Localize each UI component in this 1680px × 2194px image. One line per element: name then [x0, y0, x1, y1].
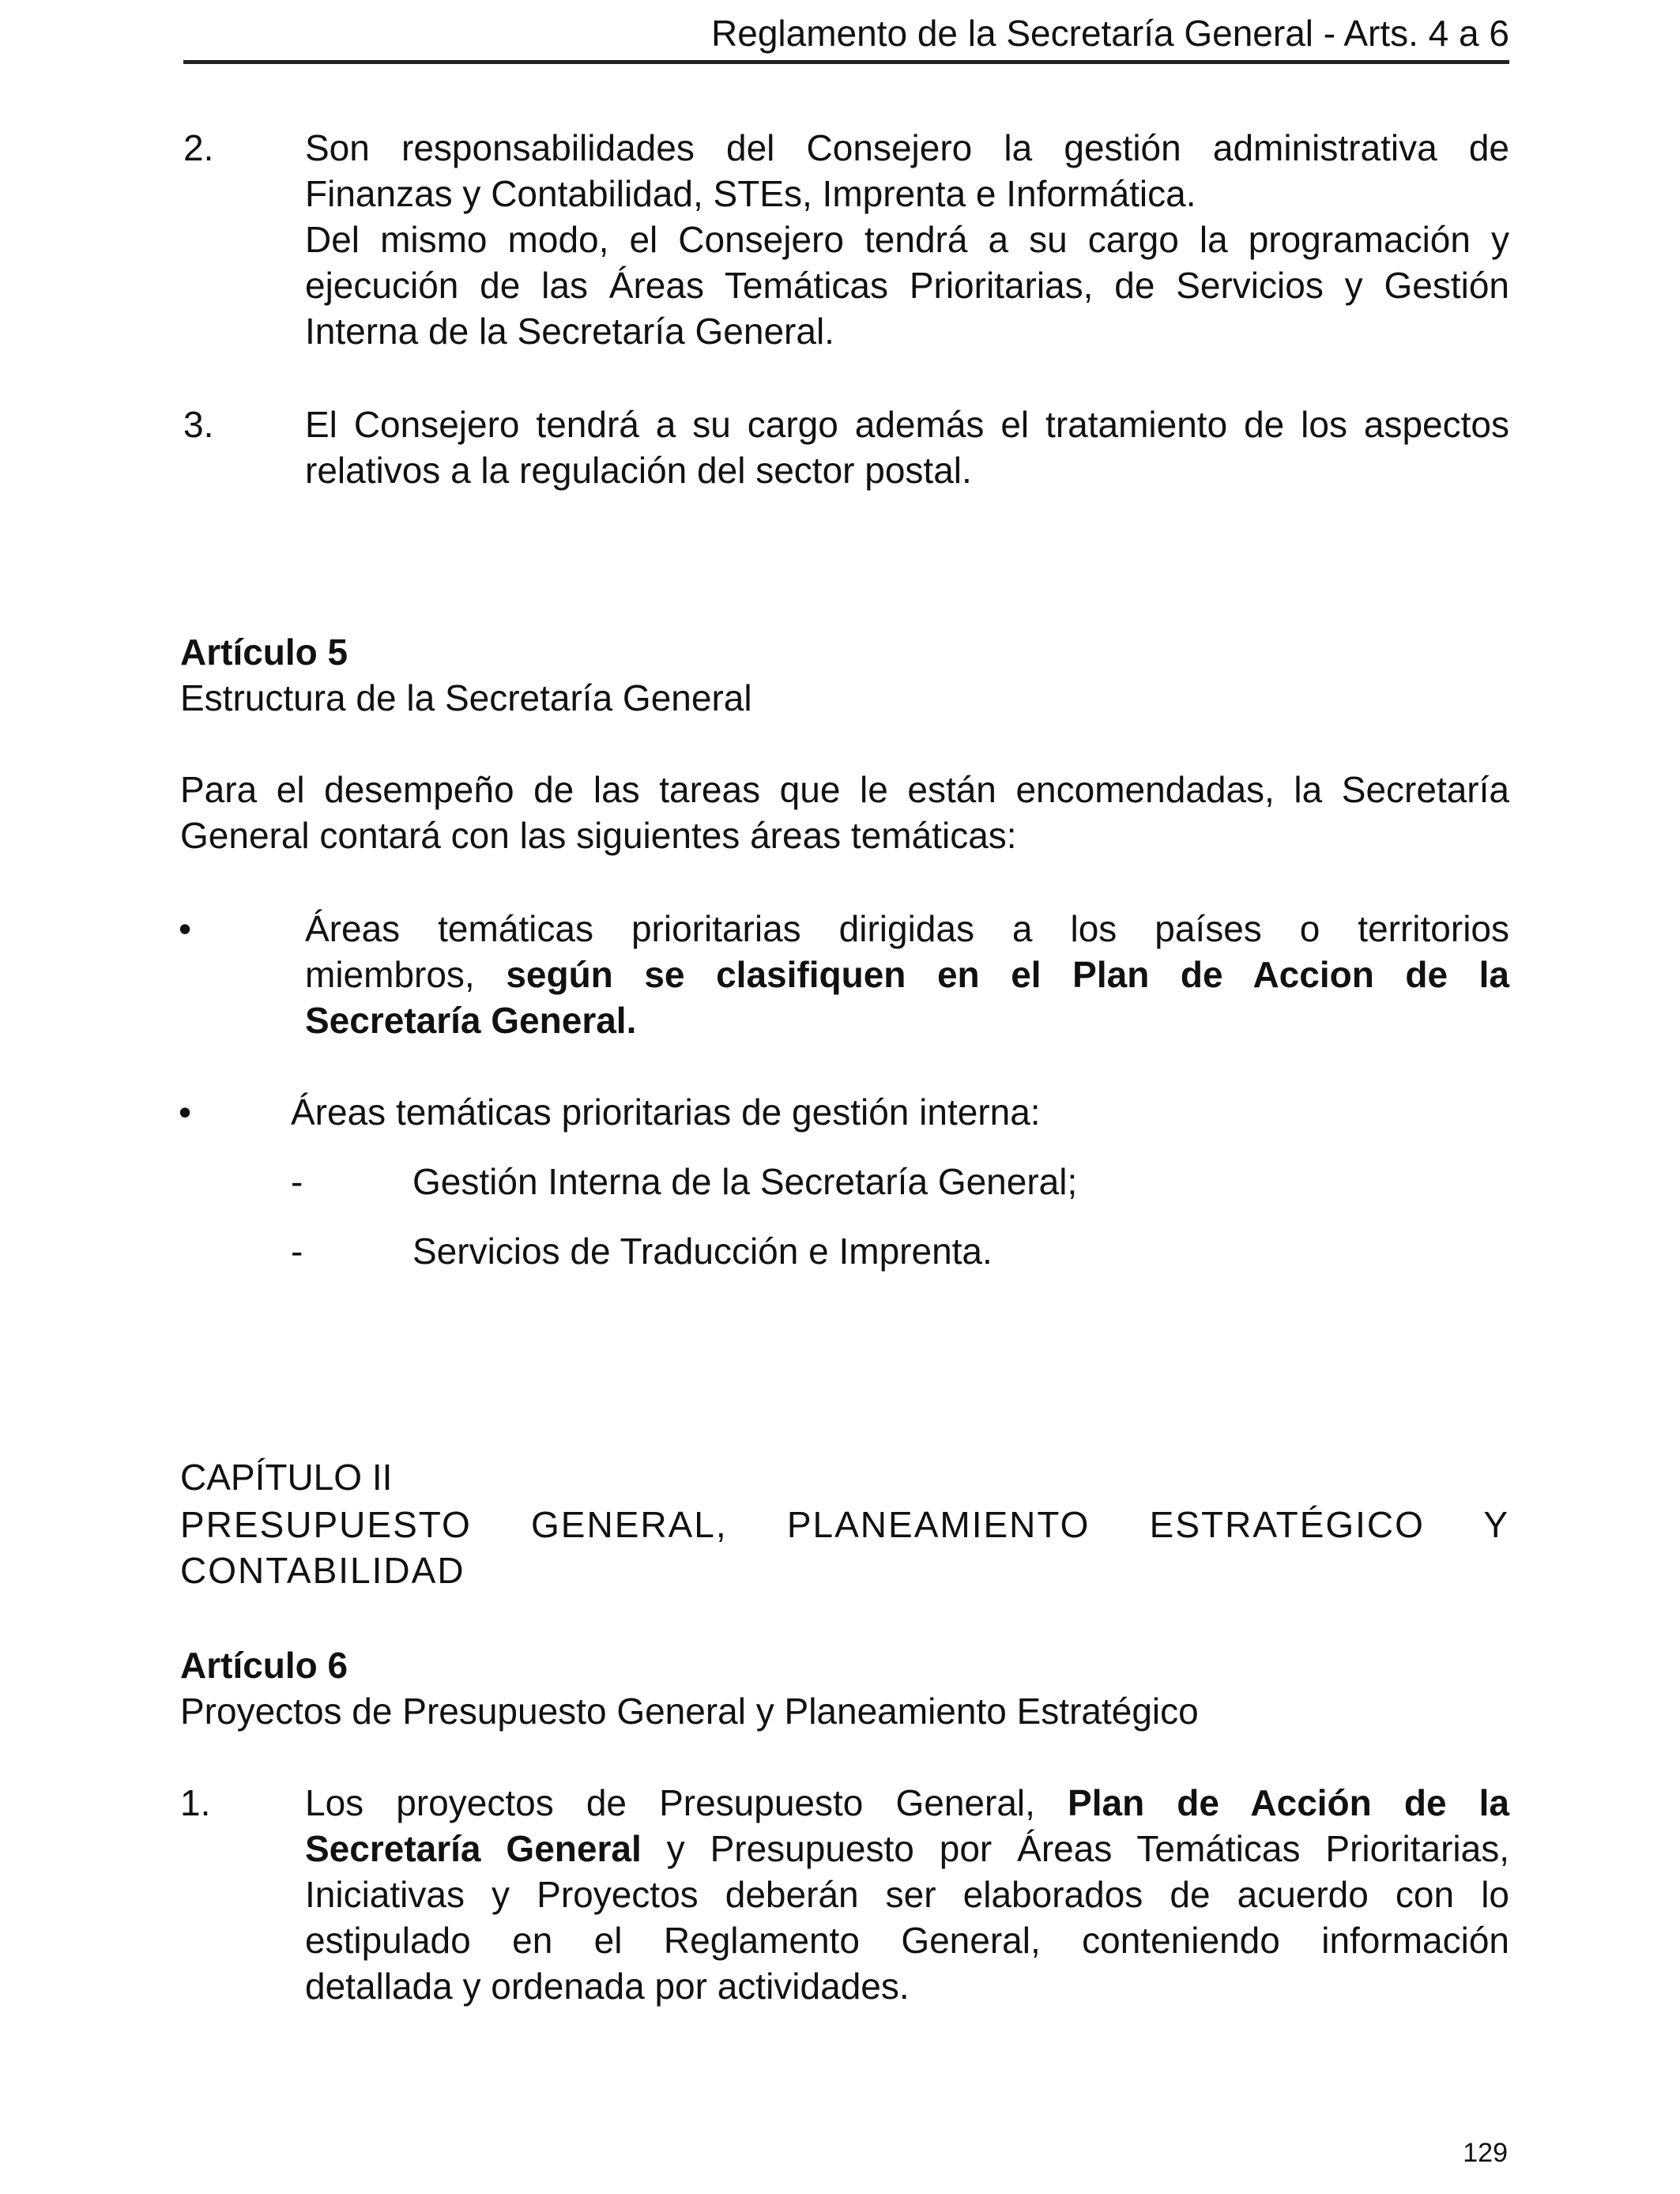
text-line: CONTABILIDAD: [180, 1550, 465, 1591]
text-line: Interna de la Secretaría General.: [305, 311, 834, 352]
text-line: relativos a la regulación del sector postal.: [305, 450, 972, 491]
text-line: Del mismo modo, el Consejero tendrá a su cargo la programación y: [305, 219, 1509, 260]
text-line: Para el desempeño de las tareas que le están encomendadas, la Secretaría: [180, 769, 1509, 810]
list-item-1: [305, 1780, 1509, 2009]
text-normal: miembros,: [305, 954, 475, 995]
article-6-subtitle: Proyectos de Presupuesto General y Planeamiento Estratégico: [180, 1691, 1199, 1732]
text-bold: Plan de Acción de la: [1068, 1782, 1510, 1823]
text-line: PRESUPUESTO GENERAL, PLANEAMIENTO ESTRATÉGICO Y: [180, 1504, 1509, 1545]
text-line: detallada y ordenada por actividades.: [305, 1966, 910, 2007]
chapter-label: CAPÍTULO II: [180, 1457, 393, 1498]
text-line: [305, 952, 1509, 997]
text-line: Son responsabilidades del Consejero la gestión administrativa de: [305, 127, 1509, 168]
text-line: [305, 1826, 1509, 1872]
text-bold: Secretaría General: [305, 1828, 642, 1869]
page-number: 129: [1463, 2138, 1508, 2168]
text-line: El Consejero tendrá a su cargo además el tratamiento de los aspectos: [305, 404, 1509, 445]
list-item-2: [305, 125, 1509, 354]
text-line: Iniciativas y Proyectos deberán ser elaborados de acuerdo con lo: [305, 1874, 1509, 1915]
article-6-heading: Artículo 6: [180, 1645, 348, 1686]
text-line: Secretaría General.: [305, 1000, 637, 1041]
text-line: Áreas temáticas prioritarias dirigidas a los países o territorios: [305, 908, 1509, 949]
running-header: Reglamento de la Secretaría General - Arts. 4 a 6: [711, 13, 1509, 54]
article-5-heading: Artículo 5: [180, 631, 348, 673]
dash-icon: -: [291, 1231, 303, 1272]
list-item-3: [305, 401, 1509, 493]
dash-icon: -: [291, 1161, 303, 1202]
text-line: [305, 1780, 1509, 1826]
bullet-item-2: Áreas temáticas prioritarias de gestión interna:: [291, 1091, 1041, 1133]
sub-item-2: Servicios de Traducción e Imprenta.: [412, 1231, 993, 1272]
text-bold: según se clasifiquen en el Plan de Accion de la: [506, 954, 1510, 995]
header-divider: [183, 60, 1509, 64]
item-number: 3.: [183, 404, 214, 445]
text-line: ejecución de las Áreas Temáticas Prioritarias, de Servicios y Gestión: [305, 265, 1509, 306]
article-5-subtitle: Estructura de la Secretaría General: [180, 677, 752, 718]
bullet-icon: •: [179, 1091, 192, 1133]
chapter-title: [180, 1502, 1509, 1593]
text-line: Finanzas y Contabilidad, STEs, Imprenta e Informática.: [305, 173, 1196, 214]
sub-item-1: Gestión Interna de la Secretaría General;: [412, 1161, 1078, 1202]
article-5-intro: [180, 767, 1509, 858]
text-normal: Los proyectos de Presupuesto General,: [305, 1782, 1035, 1823]
text-line: General contará con las siguientes áreas temáticas:: [180, 815, 1017, 856]
text-line: estipulado en el Reglamento General, conteniendo información: [305, 1920, 1509, 1961]
text-normal: y Presupuesto por Áreas Temáticas Prioritarias,: [666, 1828, 1510, 1869]
item-number: 2.: [183, 127, 214, 168]
bullet-icon: •: [179, 908, 192, 949]
item-number: 1.: [180, 1782, 211, 1823]
bullet-item-1: [305, 906, 1509, 1043]
